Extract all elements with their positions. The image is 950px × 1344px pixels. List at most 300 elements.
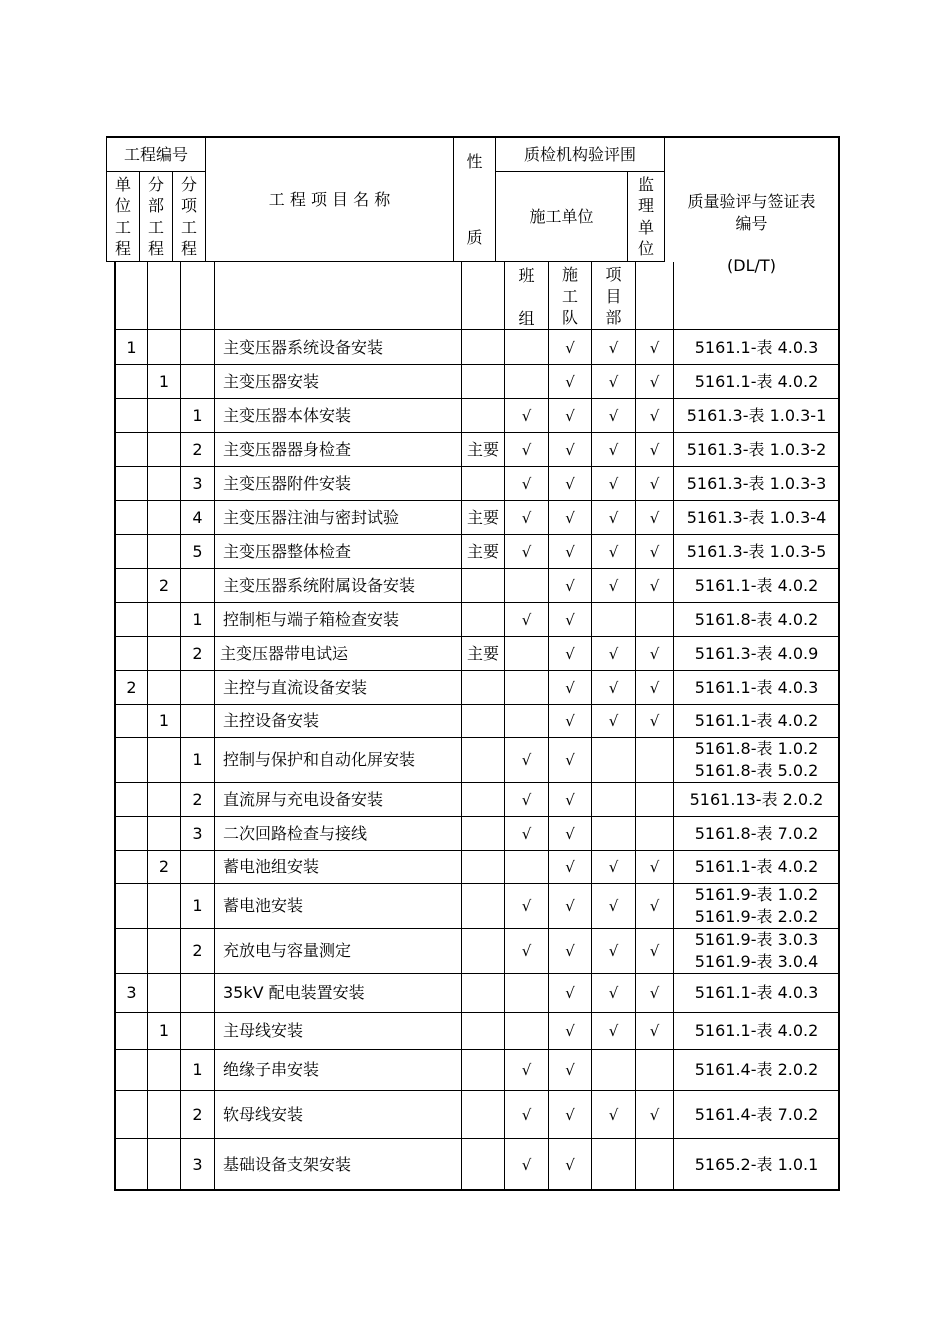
construction-team-check-text: √ <box>565 338 575 357</box>
item-number-text: 2 <box>192 439 203 459</box>
construction-team-check-cell <box>549 738 591 782</box>
project-name-cell <box>215 637 461 670</box>
unit-number-cell <box>116 851 147 883</box>
supervision-check-cell <box>636 974 673 1012</box>
construction-team-check-text: √ <box>565 678 575 697</box>
project-number-label: 工程编号 <box>123 144 188 164</box>
supervision-check-text: √ <box>649 440 660 459</box>
nature-cell <box>462 851 504 883</box>
project-name-cell <box>215 817 461 850</box>
project-dept-check-cell <box>592 535 635 568</box>
form-code: 5161.3-表 1.0.3-5 <box>686 541 827 561</box>
supervision-check-cell <box>636 603 673 636</box>
construction-team-check-cell <box>549 929 591 973</box>
unit-number-cell <box>116 501 147 534</box>
item-number-text: 1 <box>192 1060 203 1079</box>
supervision-check-cell <box>636 467 673 500</box>
header-char: 工 <box>561 286 578 306</box>
nature-cell <box>462 738 504 782</box>
sub-number-text: 2 <box>158 857 170 876</box>
project-name-text: 二次回路检查与接线 <box>223 823 368 843</box>
supervision-check-text: √ <box>649 942 660 960</box>
item-number-text: 5 <box>192 541 203 561</box>
supervision-check-text: √ <box>649 1022 660 1040</box>
team-check-text: √ <box>521 897 532 915</box>
project-dept-header <box>592 264 635 329</box>
inspection-scope-label: 质检机构验评围 <box>523 144 636 164</box>
project-name-text: 主控设备安装 <box>223 711 320 730</box>
supervision-check-text: √ <box>649 338 660 357</box>
sub-number-cell <box>148 1139 180 1190</box>
project-name-text: 主变压器安装 <box>223 371 320 391</box>
item-number-cell <box>181 433 214 466</box>
construction-team-check-text: √ <box>565 542 575 561</box>
form-code: 5161.3-表 4.0.9 <box>694 643 819 663</box>
project-name-cell <box>215 705 461 737</box>
sub-number-text: 1 <box>158 711 170 730</box>
construction-team-check-cell <box>549 467 591 500</box>
form-code: 5161.9-表 3.0.3 <box>694 930 819 949</box>
supervision-check-cell <box>636 783 673 816</box>
project-dept-check-text: √ <box>608 576 619 595</box>
construction-team-check-cell <box>549 603 591 636</box>
nature-cell <box>462 671 504 704</box>
project-name-cell <box>215 569 461 602</box>
project-dept-check-cell <box>592 929 635 973</box>
item-number-text: 1 <box>192 405 203 425</box>
project-dept-check-cell <box>592 1050 635 1090</box>
construction-team-check-cell <box>549 671 591 704</box>
construction-team-check-text: √ <box>565 1105 575 1124</box>
team-check-cell <box>505 738 548 782</box>
unit-number-cell <box>116 738 147 782</box>
unit-number-cell <box>116 637 147 670</box>
sub-number-cell <box>148 433 180 466</box>
supervision-check-text: √ <box>649 406 660 425</box>
project-name-text: 基础设备支架安装 <box>223 1154 352 1174</box>
team-check-cell <box>505 705 548 737</box>
sub-number-cell <box>148 399 180 432</box>
form-standard-header <box>665 254 838 278</box>
form-code: 5161.3-表 1.0.3-1 <box>686 405 827 425</box>
project-name-cell <box>215 1050 461 1090</box>
project-dept-check-cell <box>592 331 635 364</box>
supervision-check-text: √ <box>649 644 660 663</box>
form-code-cell <box>674 671 839 704</box>
team-check-cell <box>505 851 548 883</box>
unit-number-cell <box>116 783 147 816</box>
supervision-check-text: √ <box>649 542 660 561</box>
sub-project-header <box>140 172 172 261</box>
sub-number-cell <box>148 365 180 398</box>
nature-cell <box>462 1050 504 1090</box>
project-dept-check-cell <box>592 433 635 466</box>
project-dept-check-cell <box>592 783 635 816</box>
construction-team-check-text: √ <box>565 751 575 769</box>
nature-text: 主要 <box>466 507 499 527</box>
construction-team-check-cell <box>549 1013 591 1049</box>
supervision-check-text: √ <box>649 858 660 876</box>
project-name-cell <box>215 884 461 928</box>
nature-cell <box>462 1013 504 1049</box>
item-number-cell <box>181 783 214 816</box>
supervision-check-text: √ <box>649 897 660 915</box>
sub-number-cell <box>148 535 180 568</box>
item-number-cell <box>181 884 214 928</box>
nature-cell <box>462 433 504 466</box>
form-code: 5161.1-表 4.0.2 <box>694 371 819 391</box>
construction-team-check-text: √ <box>565 508 575 527</box>
project-name-text: 主变压器附件安装 <box>223 473 352 493</box>
nature-cell <box>462 884 504 928</box>
supervision-check-text: √ <box>649 372 660 391</box>
header-char: 项 <box>180 196 197 215</box>
construction-team-check-text: √ <box>565 824 575 843</box>
nature-cell <box>462 783 504 816</box>
header-char: 工 <box>147 217 164 237</box>
item-number-cell <box>181 974 214 1012</box>
sub-number-cell <box>148 603 180 636</box>
form-code: 5161.8-表 1.0.2 <box>694 739 819 758</box>
supervision-check-text: √ <box>649 984 660 1002</box>
team-check-text: √ <box>521 790 532 809</box>
unit-number-cell <box>116 1091 147 1138</box>
form-code-cell <box>674 433 839 466</box>
sub-number-cell <box>148 501 180 534</box>
form-code-cell <box>674 974 839 1012</box>
item-number-cell <box>181 331 214 364</box>
project-name-text: 35kV 配电装置安装 <box>223 983 365 1002</box>
project-name-cell <box>215 365 461 398</box>
construction-team-check-cell <box>549 1050 591 1090</box>
supervision-check-cell <box>636 433 673 466</box>
project-name-text: 主变压器系统附属设备安装 <box>223 575 416 595</box>
form-code-cell <box>674 467 839 500</box>
project-name-text: 蓄电池安装 <box>223 896 304 915</box>
team-label <box>518 254 534 340</box>
construction-team-check-cell <box>549 433 591 466</box>
construction-unit-label: 施工单位 <box>529 206 594 226</box>
supervision-check-cell <box>636 929 673 973</box>
header-char: 单 <box>637 217 654 237</box>
supervision-check-text: √ <box>649 678 660 697</box>
form-code: 5161.8-表 4.0.2 <box>694 609 819 629</box>
nature-text: 主要 <box>466 439 499 459</box>
header-char: 理 <box>637 196 654 215</box>
project-name-cell <box>215 467 461 500</box>
sub-number-cell <box>148 331 180 364</box>
project-dept-check-text: √ <box>608 508 619 527</box>
construction-team-check-cell <box>549 817 591 850</box>
unit-number-cell <box>116 671 147 704</box>
construction-team-check-text: √ <box>565 372 575 391</box>
header-char: 部 <box>605 308 622 328</box>
supervision-check-cell <box>636 331 673 364</box>
nature-cell <box>462 467 504 500</box>
supervision-unit-header <box>628 172 664 261</box>
header-char: 班 <box>518 265 535 285</box>
sub-number-cell <box>148 467 180 500</box>
team-header <box>505 264 548 329</box>
team-check-cell <box>505 884 548 928</box>
construction-team-check-text: √ <box>565 1155 575 1174</box>
item-number-cell <box>181 569 214 602</box>
form-code-cell <box>674 884 839 928</box>
form-code-cell <box>674 783 839 816</box>
item-number-cell <box>181 535 214 568</box>
form-code: 5161.13-表 2.0.2 <box>689 789 824 809</box>
unit-number-cell <box>116 1139 147 1190</box>
project-name-cell <box>215 433 461 466</box>
unit-project-label <box>115 174 131 260</box>
project-name-text: 主控与直流设备安装 <box>223 677 368 697</box>
project-name-cell <box>215 399 461 432</box>
item-number-text: 2 <box>192 643 203 663</box>
project-dept-check-cell <box>592 817 635 850</box>
item-number-text: 2 <box>192 941 203 960</box>
nature-cell <box>462 603 504 636</box>
team-check-cell <box>505 365 548 398</box>
item-number-text: 2 <box>192 789 203 809</box>
project-dept-check-text: √ <box>608 474 619 493</box>
form-code: 5161.3-表 1.0.3-3 <box>686 473 827 493</box>
header-char: 组 <box>518 308 535 328</box>
project-dept-check-cell <box>592 399 635 432</box>
nature-cell <box>462 535 504 568</box>
construction-team-check-text: √ <box>565 984 575 1002</box>
item-number-text: 4 <box>192 507 203 527</box>
team-check-cell <box>505 535 548 568</box>
form-code: 5161.8-表 7.0.2 <box>694 823 819 843</box>
nature-text: 主要 <box>466 541 499 561</box>
item-number-cell <box>181 467 214 500</box>
header-char: 队 <box>561 308 578 328</box>
item-number-text: 1 <box>192 896 203 915</box>
project-dept-check-text: √ <box>608 897 619 915</box>
team-check-cell <box>505 1050 548 1090</box>
supervision-check-cell <box>636 535 673 568</box>
project-name-text: 主变压器本体安装 <box>223 405 352 425</box>
header-char: 质 <box>466 227 483 247</box>
team-check-text: √ <box>521 610 532 629</box>
team-check-cell <box>505 467 548 500</box>
form-code-cell <box>674 851 839 883</box>
project-name-cell <box>215 1013 461 1049</box>
construction-team-check-text: √ <box>565 440 575 459</box>
supervision-check-cell <box>636 671 673 704</box>
team-check-cell <box>505 501 548 534</box>
item-number-cell <box>181 603 214 636</box>
supervision-check-cell <box>636 365 673 398</box>
form-number-header <box>665 188 838 238</box>
form-code-cell <box>674 331 839 364</box>
project-dept-label <box>605 264 621 329</box>
form-code-cell <box>674 501 839 534</box>
form-code: 5161.4-表 2.0.2 <box>694 1060 819 1079</box>
form-code-cell <box>674 1050 839 1090</box>
unit-number-text: 1 <box>126 337 137 357</box>
team-check-text: √ <box>521 542 532 561</box>
team-check-cell <box>505 433 548 466</box>
construction-unit-header <box>496 172 627 261</box>
team-check-cell <box>505 974 548 1012</box>
header-char: 分 <box>180 174 197 194</box>
unit-number-cell <box>116 331 147 364</box>
team-check-cell <box>505 637 548 670</box>
item-number-cell <box>181 501 214 534</box>
header-bottom-border <box>106 261 664 262</box>
sub-number-cell <box>148 783 180 816</box>
sub-number-cell <box>148 929 180 973</box>
unit-number-cell <box>116 603 147 636</box>
nature-label <box>466 124 482 276</box>
supervision-check-cell <box>636 738 673 782</box>
header-char: 位 <box>637 239 654 258</box>
header-char: 程 <box>114 239 131 258</box>
form-code: 5161.9-表 1.0.2 <box>694 885 819 904</box>
supervision-check-text: √ <box>649 508 660 527</box>
header-char: 项 <box>605 265 622 285</box>
form-code: 5165.2-表 1.0.1 <box>694 1154 819 1174</box>
item-number-cell <box>181 1091 214 1138</box>
sub-number-cell <box>148 671 180 704</box>
form-code: 5161.1-表 4.0.3 <box>694 677 819 697</box>
construction-team-check-cell <box>549 705 591 737</box>
construction-team-check-cell <box>549 851 591 883</box>
construction-team-check-text: √ <box>565 1022 575 1040</box>
sub-number-cell <box>148 1050 180 1090</box>
nature-text: 主要 <box>466 643 499 663</box>
project-dept-check-cell <box>592 738 635 782</box>
project-name-text: 蓄电池组安装 <box>223 857 320 876</box>
item-number-cell <box>181 1050 214 1090</box>
project-name-label: 工 程 项 目 名 称 <box>268 189 391 209</box>
header-char: 目 <box>605 286 622 306</box>
construction-team-check-text: √ <box>565 790 575 809</box>
sub-number-cell <box>148 817 180 850</box>
nature-cell <box>462 705 504 737</box>
form-standard-label: (DL/T) <box>727 256 776 275</box>
project-dept-check-text: √ <box>608 984 619 1002</box>
project-name-cell <box>215 1139 461 1190</box>
nature-cell <box>462 929 504 973</box>
sub-project-label <box>148 174 164 260</box>
unit-number-cell <box>116 365 147 398</box>
project-name-cell <box>215 603 461 636</box>
item-number-cell <box>181 817 214 850</box>
unit-number-cell <box>116 535 147 568</box>
construction-team-check-cell <box>549 365 591 398</box>
header-char: 性 <box>466 151 483 171</box>
project-dept-check-cell <box>592 569 635 602</box>
construction-team-check-cell <box>549 974 591 1012</box>
form-code: 5161.9-表 2.0.2 <box>694 907 819 926</box>
nature-cell <box>462 1091 504 1138</box>
construction-team-check-cell <box>549 501 591 534</box>
item-number-text: 3 <box>192 823 203 843</box>
project-dept-check-cell <box>592 974 635 1012</box>
unit-number-text: 2 <box>126 677 137 697</box>
unit-number-cell <box>116 817 147 850</box>
team-check-cell <box>505 1139 548 1190</box>
header-char: 监 <box>637 174 654 194</box>
project-dept-check-cell <box>592 501 635 534</box>
supervision-check-text: √ <box>649 474 660 493</box>
team-check-text: √ <box>521 440 532 459</box>
nature-cell <box>462 501 504 534</box>
form-code-cell <box>674 817 839 850</box>
team-check-text: √ <box>521 751 532 769</box>
unit-number-cell <box>116 974 147 1012</box>
form-code-cell <box>674 569 839 602</box>
project-dept-check-text: √ <box>608 1022 619 1040</box>
team-check-text: √ <box>521 406 532 425</box>
form-code-cell <box>674 637 839 670</box>
supervision-unit-label <box>638 174 654 260</box>
header-char: 单 <box>114 174 131 194</box>
sub-number-cell <box>148 884 180 928</box>
project-name-text: 主变压器器身检查 <box>223 439 352 459</box>
team-check-text: √ <box>521 474 532 493</box>
form-code: 5161.1-表 4.0.2 <box>694 575 819 595</box>
supervision-check-cell <box>636 501 673 534</box>
nature-cell <box>462 399 504 432</box>
sub-number-cell <box>148 974 180 1012</box>
project-name-cell <box>215 331 461 364</box>
nature-cell <box>462 365 504 398</box>
project-dept-check-text: √ <box>608 372 619 391</box>
construction-team-check-cell <box>549 783 591 816</box>
supervision-check-cell <box>636 705 673 737</box>
team-check-cell <box>505 331 548 364</box>
team-check-cell <box>505 929 548 973</box>
sub-number-text: 1 <box>158 371 170 391</box>
supervision-check-cell <box>636 1091 673 1138</box>
construction-team-check-cell <box>549 637 591 670</box>
construction-team-check-text: √ <box>565 712 575 730</box>
project-name-text: 主变压器带电试运 <box>220 643 349 663</box>
project-name-text: 控制柜与端子箱检查安装 <box>223 609 400 629</box>
item-number-cell <box>181 929 214 973</box>
construction-team-check-text: √ <box>565 1061 575 1079</box>
construction-team-check-text: √ <box>565 942 575 960</box>
project-name-text: 主变压器整体检查 <box>223 541 352 561</box>
form-code-cell <box>674 603 839 636</box>
supervision-check-cell <box>636 884 673 928</box>
supervision-check-cell <box>636 1050 673 1090</box>
project-name-text: 控制与保护和自动化屏安装 <box>223 750 416 769</box>
team-check-text: √ <box>521 942 532 960</box>
project-dept-check-text: √ <box>608 440 619 459</box>
item-project-label <box>181 174 197 260</box>
project-dept-check-text: √ <box>608 644 619 663</box>
supervision-check-text: √ <box>649 576 660 595</box>
project-dept-check-cell <box>592 1013 635 1049</box>
project-name-text: 主变压器系统设备安装 <box>223 337 384 357</box>
team-check-cell <box>505 1091 548 1138</box>
form-code-cell <box>674 365 839 398</box>
construction-team-check-cell <box>549 399 591 432</box>
item-project-header <box>173 172 205 261</box>
construction-team-check-text: √ <box>565 576 575 595</box>
project-name-cell <box>215 1091 461 1138</box>
supervision-check-cell <box>636 817 673 850</box>
form-code-cell <box>674 705 839 737</box>
nature-cell <box>462 331 504 364</box>
supervision-check-text: √ <box>649 1105 660 1124</box>
team-check-cell <box>505 603 548 636</box>
project-name-cell <box>215 535 461 568</box>
